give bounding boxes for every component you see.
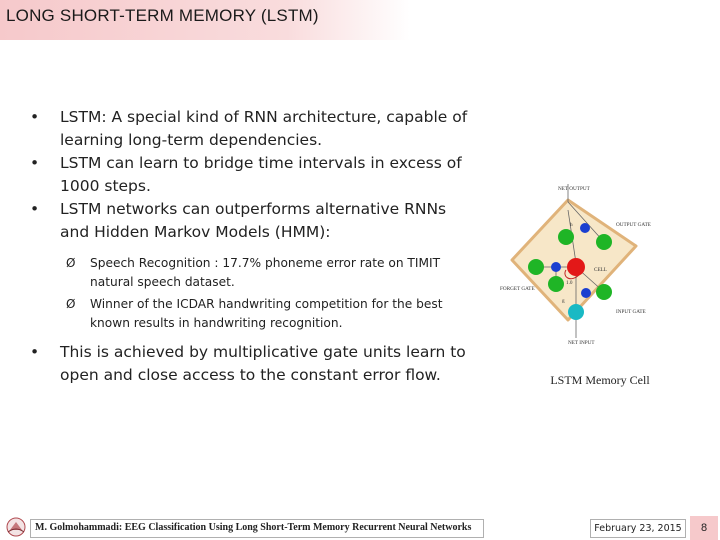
bullet-text: This is achieved by multiplicative gate units learn to open and close access to the constant error flow. [60, 343, 466, 384]
net-input-node-cyan [568, 304, 584, 320]
bullet-text: LSTM: A special kind of RNN architecture, capable of learning long-term dependencies. [60, 108, 468, 149]
bullet-glyph: • [30, 343, 40, 361]
label-output-gate: OUTPUT GATE [616, 222, 651, 228]
label-input-gate: INPUT GATE [616, 309, 646, 315]
input-multiplier-node [581, 288, 591, 298]
label-h: h [570, 222, 573, 228]
footer-date: February 23, 2015 [590, 519, 686, 538]
label-g: g [562, 298, 565, 304]
label-net-input: NET INPUT [568, 340, 595, 346]
bullet-item [30, 341, 480, 387]
cell-node-red [567, 258, 585, 276]
cell-input-node-green [528, 259, 544, 275]
arrow-bullet-icon: Ø [66, 256, 76, 270]
bullet-text: LSTM can learn to bridge time intervals in excess of 1000 steps. [60, 154, 462, 195]
output-node-green [558, 229, 574, 245]
label-forget-gate: FORGET GATE [500, 286, 535, 292]
label-net-output: NET OUTPUT [558, 186, 590, 192]
lstm-memory-cell-diagram [496, 180, 696, 350]
sub-bullet-item [56, 295, 480, 333]
diagram-caption: LSTM Memory Cell [550, 373, 650, 387]
bullet-glyph: • [30, 108, 40, 126]
bullet-list [30, 106, 480, 387]
label-one-point-zero: 1.0 [566, 280, 573, 286]
bullet-text: LSTM networks can outperforms alternative RNNs and Hidden Markov Models (HMM): [60, 200, 447, 241]
bullet-item [30, 106, 480, 152]
page-number: 8 [690, 516, 718, 540]
sub-bullet-text: Winner of the ICDAR handwriting competition for the best known results in handwriting recognition. [90, 297, 443, 330]
slide-title: LONG SHORT-TERM MEMORY (LSTM) [6, 6, 319, 25]
forget-multiplier-node [551, 262, 561, 272]
sub-bullet-text: Speech Recognition : 17.7% phoneme error rate on TIMIT natural speech dataset. [90, 256, 441, 289]
bullet-item [30, 198, 480, 244]
input-gate-node-green [596, 284, 612, 300]
output-gate-node-green [596, 234, 612, 250]
arrow-bullet-icon: Ø [66, 297, 76, 311]
sub-bullet-list [56, 254, 480, 333]
bullet-glyph: • [30, 200, 40, 218]
bullet-glyph: • [30, 154, 40, 172]
forget-gate-node-green [548, 276, 564, 292]
title-bar [0, 0, 410, 40]
blue-multiplier-node [580, 223, 590, 233]
footer-citation: M. Golmohammadi: EEG Classification Using Long Short-Term Memory Recurrent Neural Networks [30, 519, 484, 538]
university-logo-icon [4, 516, 28, 538]
sub-bullet-item [56, 254, 480, 292]
label-cell: CELL [594, 267, 607, 273]
bullet-item [30, 152, 480, 198]
